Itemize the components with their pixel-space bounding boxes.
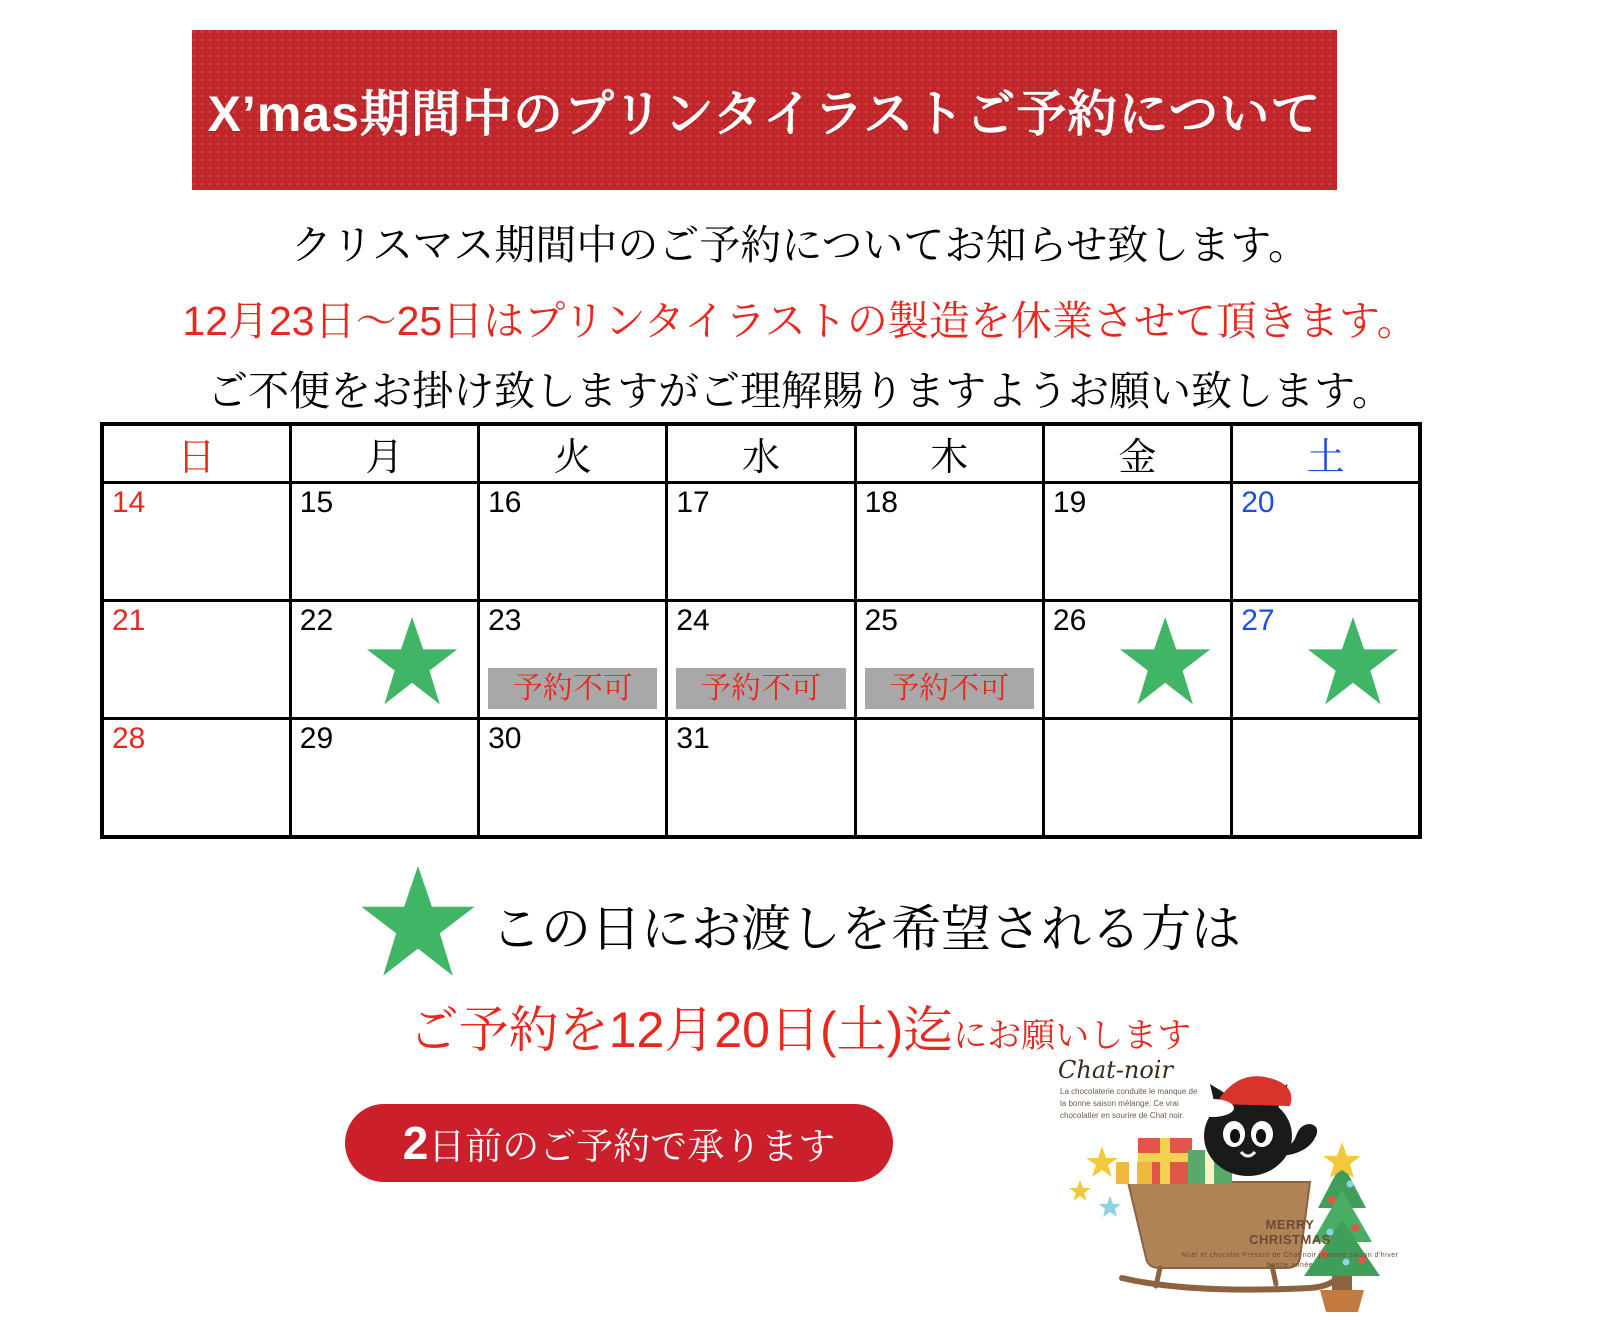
- day-number: 28: [112, 722, 146, 755]
- day-number: 25: [864, 604, 898, 637]
- day-number: 15: [299, 486, 334, 519]
- day-number: 19: [1052, 486, 1087, 519]
- title-banner: [192, 30, 1337, 190]
- calendar-cell[interactable]: [290, 719, 478, 837]
- day-number: 22: [299, 604, 334, 637]
- brand-logo-text: Chat-noir: [1058, 1056, 1173, 1084]
- calendar-cell: [855, 719, 1043, 837]
- day-number: 26: [1052, 604, 1087, 637]
- no-reservation-label: 予約不可: [676, 668, 845, 710]
- weekday-header-wed: 水: [667, 424, 855, 483]
- calendar-cell[interactable]: [290, 601, 478, 719]
- legend-text: この日にお渡しを希望される方は: [491, 901, 1241, 957]
- day-number: 17: [676, 486, 710, 519]
- day-number: 23: [488, 604, 522, 637]
- star-icon: [1118, 617, 1212, 711]
- day-number: 29: [299, 722, 334, 755]
- deadline-main-text: ご予約を12月20日(土)迄: [408, 1002, 954, 1058]
- day-number: 14: [112, 486, 146, 519]
- deadline-sub-text: にお願いします: [953, 1017, 1192, 1055]
- day-number: 18: [864, 486, 898, 519]
- day-number: 24: [676, 604, 710, 637]
- calendar-cell[interactable]: [667, 601, 855, 719]
- calendar-cell[interactable]: [667, 483, 855, 601]
- banner-title: X’mas期間中のプリンタイラストご予約について: [207, 86, 1322, 142]
- merry-christmas-text: [1170, 1218, 1410, 1272]
- intro-line-1: クリスマス期間中のご予約についてお知らせ致します。: [290, 222, 1310, 268]
- brand-tagline: La chocolaterie conduite le manque de la bonne saison mélange. Ce vrai chocolatier en sourire de Chat noir.: [1060, 1087, 1198, 1120]
- calendar-cell[interactable]: [855, 483, 1043, 601]
- day-number: 16: [488, 486, 522, 519]
- no-reservation-label: 予約不可: [865, 668, 1034, 710]
- weekday-header-mon: 月: [290, 424, 478, 483]
- calendar-week-row: [102, 483, 1420, 601]
- calendar-cell[interactable]: [1043, 483, 1231, 601]
- calendar-table: [100, 422, 1422, 839]
- legend-row: [0, 866, 1600, 984]
- intro-line-3: ご不便をお掛け致しますがご理解賜りますようお願い致します。: [207, 368, 1393, 414]
- calendar-cell[interactable]: [1043, 601, 1231, 719]
- star-icon: [365, 617, 459, 711]
- day-number: 27: [1241, 604, 1275, 637]
- calendar-cell[interactable]: [479, 483, 667, 601]
- calendar-cell[interactable]: [102, 483, 290, 601]
- calendar-cell: [1232, 719, 1420, 837]
- calendar-week-row: [102, 601, 1420, 719]
- calendar-cell: [1043, 719, 1231, 837]
- weekday-header-tue: 火: [479, 424, 667, 483]
- weekday-header-sat: 土: [1232, 424, 1420, 483]
- day-number: 20: [1241, 486, 1275, 519]
- weekday-header-fri: 金: [1043, 424, 1231, 483]
- weekday-header-sun: 日: [102, 424, 290, 483]
- christmas-illustration: [1010, 1050, 1410, 1320]
- lead-time-text: 日前のご予約で承ります: [428, 1126, 836, 1167]
- calendar-cell[interactable]: [479, 719, 667, 837]
- day-number: 30: [488, 722, 522, 755]
- calendar-cell[interactable]: [1232, 601, 1420, 719]
- day-number: 21: [112, 604, 146, 637]
- calendar-cell[interactable]: [290, 483, 478, 601]
- no-reservation-label: 予約不可: [488, 668, 657, 710]
- calendar-week-row: [102, 719, 1420, 837]
- calendar-cell[interactable]: [667, 719, 855, 837]
- star-icon: [1306, 617, 1400, 711]
- calendar-cell[interactable]: [855, 601, 1043, 719]
- lead-time-number: 2: [402, 1117, 429, 1169]
- calendar-cell[interactable]: [479, 601, 667, 719]
- intro-line-2-closure: 12月23日〜25日はプリンタイラストの製造を休業させて頂きます。: [182, 298, 1418, 344]
- calendar-header-row: [102, 424, 1420, 483]
- calendar-cell[interactable]: [102, 601, 290, 719]
- calendar-cell[interactable]: [1232, 483, 1420, 601]
- day-number: 31: [676, 722, 710, 755]
- weekday-header-thu: 木: [855, 424, 1043, 483]
- star-icon: [359, 866, 477, 984]
- merry-line-1: MERRY: [1265, 1217, 1315, 1232]
- merry-tiny-text: Noël et chocolat Présent de Chat noir joyeuse saison d'hiver bonne année: [1181, 1251, 1399, 1270]
- calendar-cell[interactable]: [102, 719, 290, 837]
- lead-time-badge[interactable]: [345, 1104, 893, 1182]
- merry-line-2: CHRISTMAS: [1249, 1231, 1331, 1247]
